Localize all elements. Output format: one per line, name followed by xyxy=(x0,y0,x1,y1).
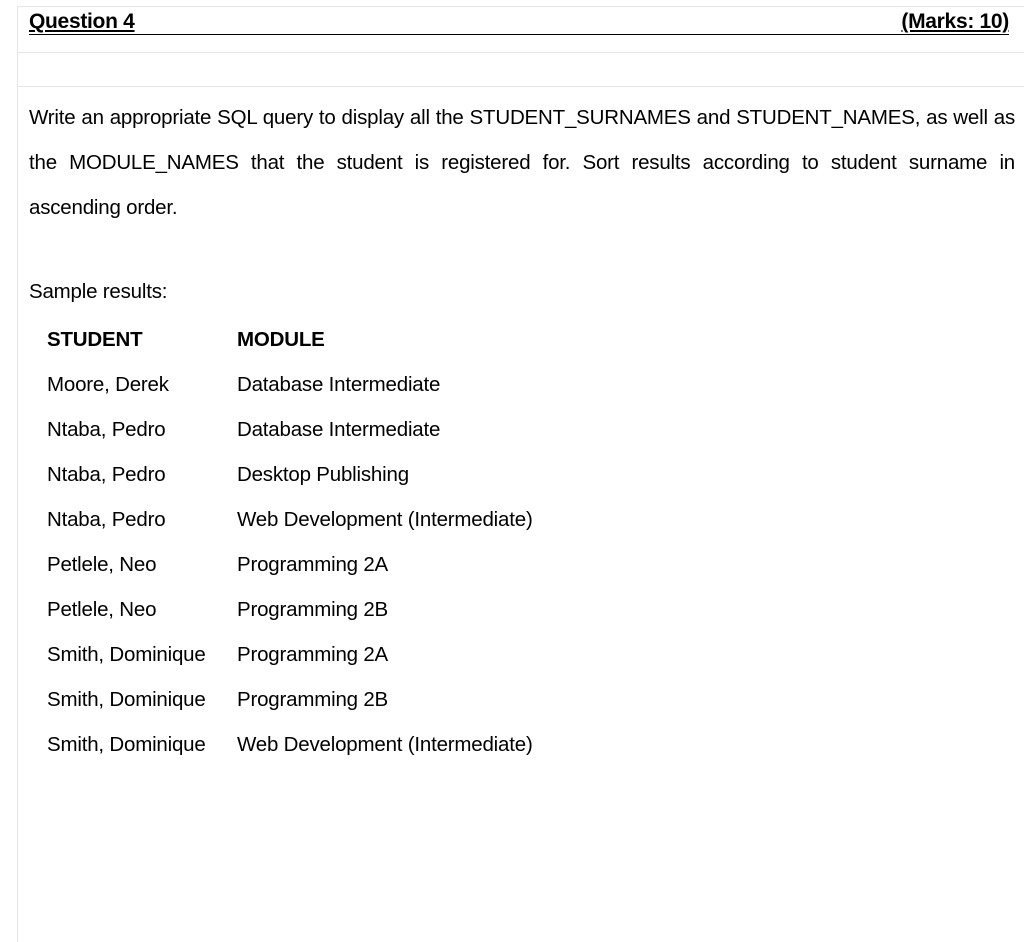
table-row xyxy=(45,588,533,633)
student-cell: Ntaba, Pedro xyxy=(47,507,166,531)
table-header-row xyxy=(45,317,533,362)
sample-results-table xyxy=(45,317,533,768)
module-cell: Programming 2A xyxy=(237,553,389,577)
student-cell: Smith, Dominique xyxy=(47,643,206,667)
question-header xyxy=(29,8,1009,35)
table-row xyxy=(45,497,533,542)
student-cell: Smith, Dominique xyxy=(47,688,206,712)
cell-border-top xyxy=(17,6,1024,7)
table-row xyxy=(45,407,533,452)
student-cell: Petlele, Neo xyxy=(47,598,157,622)
module-cell: Desktop Publishing xyxy=(237,462,409,486)
cell-border-left xyxy=(17,6,18,942)
table-row xyxy=(45,542,533,587)
module-cell: Programming 2B xyxy=(237,688,389,712)
column-header-module: MODULE xyxy=(237,327,325,351)
student-cell: Moore, Derek xyxy=(47,372,169,396)
student-cell: Smith, Dominique xyxy=(47,733,206,757)
sample-results-label: Sample results: xyxy=(29,280,168,303)
table-row xyxy=(45,362,533,407)
question-marks: (Marks: 10) xyxy=(901,10,1009,33)
module-cell: Web Development (Intermediate) xyxy=(237,507,533,531)
module-cell: Web Development (Intermediate) xyxy=(237,733,533,757)
table-row xyxy=(45,452,533,497)
student-cell: Ntaba, Pedro xyxy=(47,462,166,486)
table-row xyxy=(45,723,533,768)
question-title: Question 4 xyxy=(29,10,135,33)
column-header-student: STUDENT xyxy=(47,327,143,351)
table-row xyxy=(45,678,533,723)
student-cell: Ntaba, Pedro xyxy=(47,417,166,441)
module-cell: Programming 2A xyxy=(237,643,389,667)
module-cell: Programming 2B xyxy=(237,598,389,622)
student-cell: Petlele, Neo xyxy=(47,553,157,577)
cell-border-header-bottom xyxy=(17,52,1024,53)
module-cell: Database Intermediate xyxy=(237,417,441,441)
module-cell: Database Intermediate xyxy=(237,372,441,396)
cell-border-spacer-bottom xyxy=(17,86,1024,87)
question-instructions: Write an appropriate SQL query to display all the STUDENT_SURNAMES and STUDENT_NAMES, as well as the MODULE_NAMES that the student is registered for. Sort results according to student surname in ascending order. xyxy=(29,106,1015,219)
table-row xyxy=(45,633,533,678)
